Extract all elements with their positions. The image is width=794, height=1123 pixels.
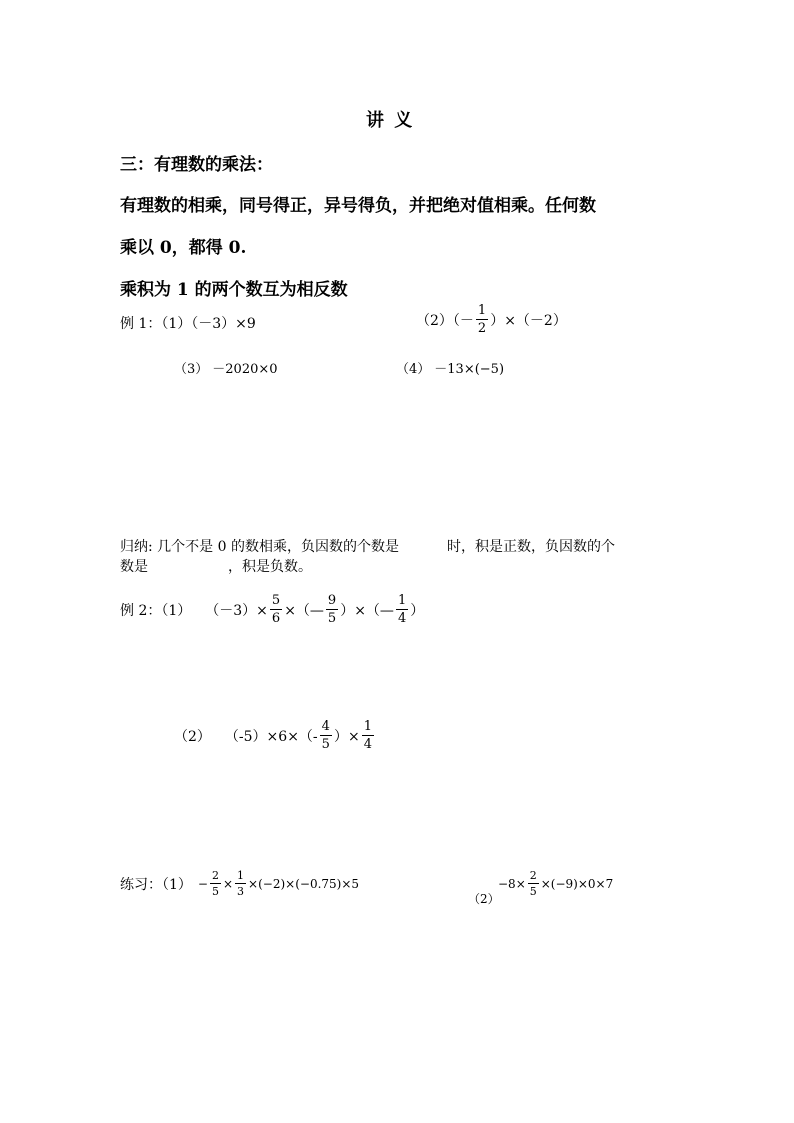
summary-line2: 数是 ，积是负数。	[120, 559, 312, 575]
example1-label: 例 1：	[120, 316, 162, 332]
practice-problem2: −8× $\frac{2}{5}$ ×(−9)×0×7	[498, 869, 614, 898]
fraction: $\frac{2}{5}$	[211, 869, 219, 898]
rule-line-2: 乘以 0，都得 0.	[120, 238, 247, 258]
fraction: $\frac{1}{3}$	[237, 869, 245, 898]
fraction: $\frac{5}{6}$	[271, 593, 281, 626]
section-heading: 三：有理数的乘法：	[120, 155, 273, 175]
fraction: $\frac{1}{4}$	[363, 719, 372, 752]
fraction: $\frac{4}{5}$	[321, 719, 330, 752]
practice-problem2-label: （2）	[468, 892, 500, 906]
example2-problem2: （2） （-5）×6×（- $\frac{4}{5}$ ）× $\frac{1}{4}$	[174, 719, 372, 752]
rule-line-1: 有理数的相乘，同号得正，异号得负，并把绝对值相乘。任何数	[120, 196, 596, 216]
practice-label: 练习：（1）	[120, 876, 192, 893]
example1-problem3: （3） －2020×0	[174, 362, 278, 377]
example1-problem2: （2）（－ $\frac{1}{2}$ ）×（－2）	[416, 303, 567, 336]
fraction: $\frac{9}{5}$	[327, 593, 337, 626]
reciprocal-rule: 乘积为 1 的两个数互为相反数	[120, 280, 348, 300]
example2-label: 例 2：（1）	[120, 602, 192, 619]
fraction: $\frac{1}{4}$	[397, 593, 407, 626]
summary-line1: 归纳: 几个不是 0 的数相乘，负因数的个数是 时，积是正数，负因数的个	[120, 539, 615, 555]
example1-row1	[120, 313, 256, 333]
fraction: $\frac{1}{2}$	[477, 303, 487, 336]
practice-problem1: 练习：（1） − $\frac{2}{5}$ × $\frac{1}{3}$ ×(−2)×(−0.75)×5	[120, 869, 360, 898]
example1-problem4: （4） －13×(−5)	[396, 362, 505, 377]
example2-problem1: 例 2：（1） （－3）× $\frac{5}{6}$ ×（— $\frac{9}{5}$ ）×（— $\frac{1}{4}$ ）	[120, 593, 425, 626]
fraction: $\frac{2}{5}$	[529, 869, 537, 898]
page-title: 讲 义	[366, 110, 415, 131]
example1-problem1: （1）（－3）×9	[161, 316, 256, 332]
